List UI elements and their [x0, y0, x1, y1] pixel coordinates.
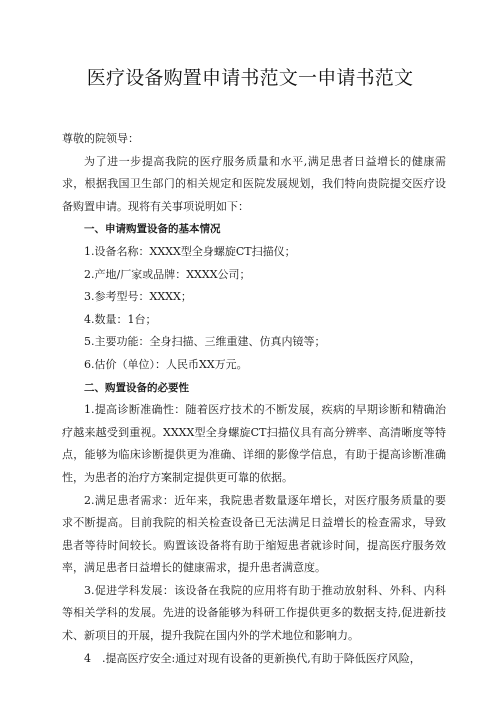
necessity-paragraph: 1.提高诊断准确性：随着医疗技术的不断发展，疾病的早期诊断和精确治疗越来越受到重视。XXXX型全身螺旋CT扫描仪具有高分辨率、高清晰度等特点，能够为临床诊断提供更为准确、详细的影像学信息，有助于提高诊断准确性，为患者的治疗方案制定提供更可靠的依据。: [62, 403, 446, 484]
document-body: [62, 128, 446, 670]
list-item: 4.数量：1台；: [84, 312, 157, 326]
list-item: 3.参考型号：XXXX；: [84, 290, 192, 304]
list-item: 6.估价（单位）：人民币XX万元。: [84, 357, 248, 371]
necessity-paragraph: 2.满足患者需求：近年来，我院患者数量逐年增长，对医疗服务质量的要求不断提高。目前我院的相关检查设备已无法满足日益增长的检查需求，导致患者等待时间较长。购置该设备将有助于缩短患者就诊时间，提高医疗服务效率，满足患者日益增长的健康需求，提升患者满意度。: [62, 493, 446, 575]
intro-paragraph: 为了进一步提高我院的医疗服务质量和水平,满足患者日益增长的健康需求，根据我国卫生部门的相关规定和医院发展规划，我们特向贵院提交医疗设备购置申请。现将有关事项说明如下：: [62, 154, 446, 213]
document-title: 医疗设备购置申请书范文一申请书范文: [86, 67, 414, 89]
list-item: 1.设备名称：XXXX型全身螺旋CT扫描仪；: [84, 244, 296, 258]
list-item: 5.主要功能：全身扫描、三维重建、仿真内镜等；: [84, 335, 326, 349]
section1-heading: 一、申请购置设备的基本情况: [84, 223, 221, 236]
necessity-paragraph: 3.促进学科发展：该设备在我院的应用将有助于推动放射科、外科、内科等相关学科的发展。先进的设备能够为科研工作提供更多的数据支持,促进新技术、新项目的开展，提升我院在国内外的学术地位和影响力。: [62, 583, 446, 643]
list-item: 2.产地/厂家或品牌：XXXX公司；: [84, 267, 251, 281]
necessity-paragraph: 4 .提高医疗安全:通过对现有设备的更新换代,有助于降低医疗风险，: [84, 651, 421, 665]
salutation: 尊敬的院领导：: [62, 132, 139, 145]
section2-heading: 二、购置设备的必要性: [84, 381, 189, 394]
